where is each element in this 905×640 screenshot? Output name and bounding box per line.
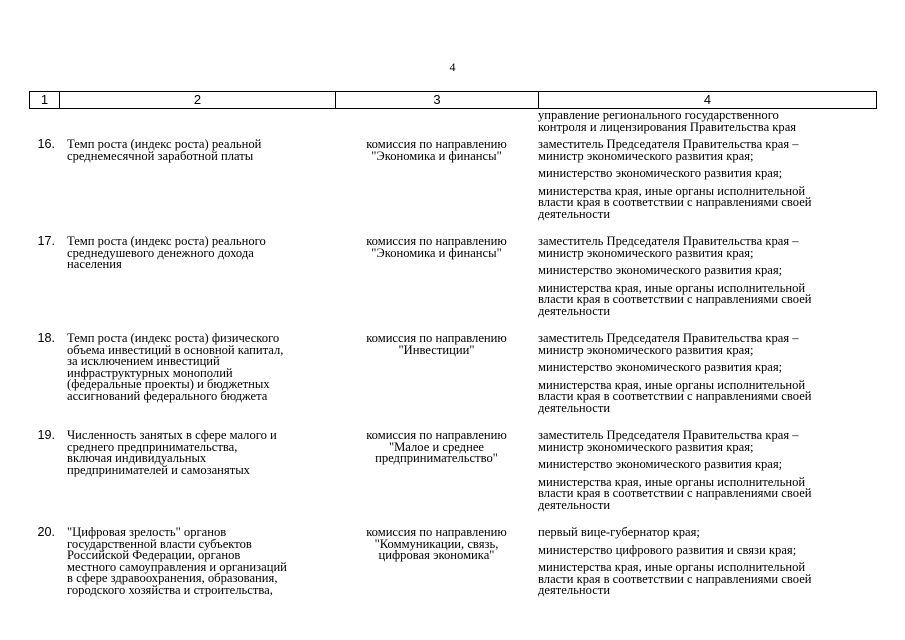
commission-text: комиссия по направлению "Коммуникации, связь, цифровая экономика" bbox=[366, 525, 507, 563]
responsible-item: первый вице-губернатор края; bbox=[538, 525, 700, 539]
responsible-item: министерства края, иные органы исполнительной власти края в соответствии с направлениями своей деятельности bbox=[538, 280, 812, 318]
indicator-text: "Цифровая зрелость" органов государственной власти субъектов Российской Федерации, органов местного самоуправления и организаций в сфере здравоохранения, образования, городского хозяйства и строительства, bbox=[67, 525, 287, 597]
responsible-list bbox=[538, 430, 876, 512]
table-row bbox=[29, 236, 876, 333]
row-number: 19. bbox=[37, 428, 55, 442]
header-row bbox=[30, 92, 877, 109]
responsible-item: заместитель Председателя Правительства края – министр экономического развития края; bbox=[538, 428, 799, 454]
indicator-text: Темп роста (индекс роста) реального среднедушевого денежного дохода населения bbox=[67, 234, 266, 272]
indicator-text: Темп роста (индекс роста) физического объема инвестиций в основной капитал, за исключением инвестиций инфраструктурных монополий (федеральные проекты) и бюджетных ассигнований федерального бюджета bbox=[67, 331, 284, 403]
responsible-item: министерство цифрового развития и связи края; bbox=[538, 542, 797, 557]
responsible-list bbox=[538, 236, 876, 318]
responsible-item: заместитель Председателя Правительства края – министр экономического развития края; bbox=[538, 331, 799, 357]
responsible-item: министерства края, иные органы исполнительной власти края в соответствии с направлениями своей деятельности bbox=[538, 560, 812, 598]
header-col-4: 4 bbox=[539, 92, 877, 109]
header-col-2: 2 bbox=[60, 92, 336, 109]
responsible-item: министерства края, иные органы исполнительной власти края в соответствии с направлениями своей деятельности bbox=[538, 474, 812, 512]
row-number: 17. bbox=[37, 234, 55, 248]
continued-row bbox=[29, 110, 876, 139]
responsible-item: министерство экономического развития края; bbox=[538, 360, 783, 375]
column-number-header bbox=[29, 91, 877, 109]
page-number: 4 bbox=[449, 60, 456, 74]
responsible-item: министерства края, иные органы исполнительной власти края в соответствии с направлениями своей деятельности bbox=[538, 377, 812, 415]
commission-text: комиссия по направлению "Инвестиции" bbox=[366, 331, 507, 357]
row-number: 16. bbox=[37, 137, 55, 151]
row-number: 20. bbox=[37, 525, 55, 539]
table-row bbox=[29, 430, 876, 527]
indicator-text: Темп роста (индекс роста) реальной среднемесячной заработной платы bbox=[67, 137, 262, 163]
responsible-list bbox=[538, 527, 876, 597]
header-col-3: 3 bbox=[336, 92, 539, 109]
responsible-item: министерства края, иные органы исполнительной власти края в соответствии с направлениями своей деятельности bbox=[538, 183, 812, 221]
table-row bbox=[29, 333, 876, 430]
table-row bbox=[29, 139, 876, 236]
commission-text: комиссия по направлению "Экономика и финансы" bbox=[366, 234, 507, 260]
row-number: 18. bbox=[37, 331, 55, 345]
table-body bbox=[29, 110, 876, 607]
indicator-text: Численность занятых в сфере малого и среднего предпринимательства, включая индивидуальных предпринимателей и самозанятых bbox=[67, 428, 277, 477]
responsible-list bbox=[538, 333, 876, 415]
table-row bbox=[29, 527, 876, 607]
responsible-item: заместитель Председателя Правительства края – министр экономического развития края; bbox=[538, 137, 799, 163]
responsible-list bbox=[538, 139, 876, 221]
responsible-item: заместитель Председателя Правительства края – министр экономического развития края; bbox=[538, 234, 799, 260]
commission-text: комиссия по направлению "Малое и среднее предпринимательство" bbox=[366, 428, 507, 466]
responsible-item: министерство экономического развития края; bbox=[538, 457, 783, 472]
continued-responsible-text: управление регионального государственного контроля и лицензирования Правительства края bbox=[538, 108, 797, 134]
responsible-item: министерство экономического развития края; bbox=[538, 166, 783, 181]
responsible-item: министерство экономического развития края; bbox=[538, 263, 783, 278]
header-col-1: 1 bbox=[30, 92, 60, 109]
commission-text: комиссия по направлению "Экономика и финансы" bbox=[366, 137, 507, 163]
